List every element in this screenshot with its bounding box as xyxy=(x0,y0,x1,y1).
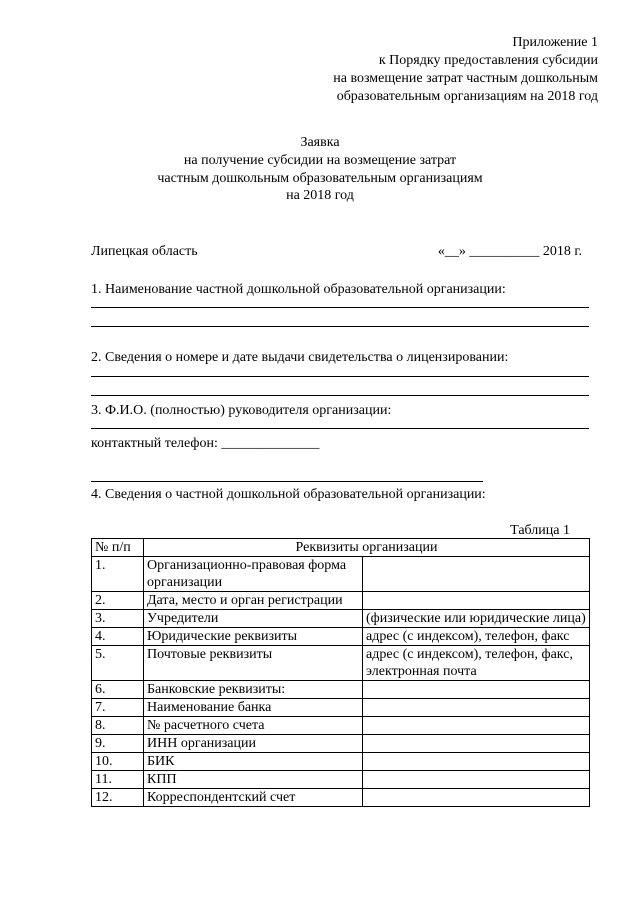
table-row xyxy=(92,789,590,807)
contact-phone: контактный телефон: ______________ xyxy=(91,436,320,451)
region-label: Липецкая область xyxy=(91,244,198,259)
row-note xyxy=(363,717,590,735)
row-note xyxy=(363,699,590,717)
table-row xyxy=(92,592,590,610)
row-label: № расчетного счета xyxy=(144,717,363,735)
table-caption: Таблица 1 xyxy=(510,523,570,538)
title-line-3: частным дошкольным образовательным организациям xyxy=(157,171,483,186)
table-row xyxy=(92,771,590,789)
row-number: 10. xyxy=(92,753,144,771)
section-2-heading: 2. Сведения о номере и дате выдачи свидетельства о лицензировании: xyxy=(91,350,509,365)
table-row xyxy=(92,646,590,681)
row-number: 1. xyxy=(92,557,144,592)
row-label: Банковские реквизиты: xyxy=(144,681,363,699)
fill-line xyxy=(91,428,589,429)
appendix-line-4: образовательным организациям на 2018 год xyxy=(336,89,598,104)
row-note xyxy=(363,789,590,807)
row-note xyxy=(363,735,590,753)
table-row xyxy=(92,610,590,628)
section-3-heading: 3. Ф.И.О. (полностью) руководителя организации: xyxy=(91,403,392,418)
row-number: 11. xyxy=(92,771,144,789)
fill-line xyxy=(91,481,483,482)
row-note: адрес (с индексом), телефон, факс, электронная почта xyxy=(363,646,590,681)
table-row xyxy=(92,753,590,771)
row-note xyxy=(363,753,590,771)
row-number: 3. xyxy=(92,610,144,628)
header-num: № п/п xyxy=(92,539,144,557)
table-row xyxy=(92,735,590,753)
table-row xyxy=(92,681,590,699)
section-4-heading: 4. Сведения о частной дошкольной образовательной организации: xyxy=(91,487,486,502)
row-number: 6. xyxy=(92,681,144,699)
fill-line xyxy=(91,376,589,377)
row-note xyxy=(363,681,590,699)
row-note xyxy=(363,592,590,610)
row-note: адрес (с индексом), телефон, факс xyxy=(363,628,590,646)
row-number: 5. xyxy=(92,646,144,681)
title-line-1: Заявка xyxy=(300,135,340,150)
header-requisites: Реквизиты организации xyxy=(144,539,590,557)
row-label: КПП xyxy=(144,771,363,789)
row-label: Учредители xyxy=(144,610,363,628)
row-label: БИК xyxy=(144,753,363,771)
title-line-2: на получение субсидии на возмещение затрат xyxy=(183,153,457,168)
row-number: 12. xyxy=(92,789,144,807)
table-row xyxy=(92,717,590,735)
row-number: 7. xyxy=(92,699,144,717)
row-label: Юридические реквизиты xyxy=(144,628,363,646)
section-1-heading: 1. Наименование частной дошкольной образовательной организации: xyxy=(91,282,506,297)
row-label: ИНН организации xyxy=(144,735,363,753)
row-number: 2. xyxy=(92,592,144,610)
date-field: «__» __________ 2018 г. xyxy=(437,244,582,259)
fill-line xyxy=(91,326,589,327)
row-number: 9. xyxy=(92,735,144,753)
row-note: (физические или юридические лица) xyxy=(363,610,590,628)
table-row xyxy=(92,557,590,592)
row-label: Организационно-правовая форма организации xyxy=(144,557,363,592)
table-row xyxy=(92,628,590,646)
appendix-line-3: на возмещение затрат частным дошкольным xyxy=(333,71,598,86)
appendix-line-2: к Порядку предоставления субсидии xyxy=(378,53,598,68)
row-note xyxy=(363,557,590,592)
row-label: Наименование банка xyxy=(144,699,363,717)
title-line-4: на 2018 год xyxy=(286,188,354,203)
fill-line xyxy=(91,395,589,396)
table-row xyxy=(92,699,590,717)
row-label: Корреспондентский счет xyxy=(144,789,363,807)
row-number: 4. xyxy=(92,628,144,646)
table-header-row xyxy=(92,539,590,557)
row-note xyxy=(363,771,590,789)
fill-line xyxy=(91,307,589,308)
row-label: Почтовые реквизиты xyxy=(144,646,363,681)
appendix-line-1: Приложение 1 xyxy=(512,35,598,50)
row-number: 8. xyxy=(92,717,144,735)
row-label: Дата, место и орган регистрации xyxy=(144,592,363,610)
requisites-table xyxy=(91,538,590,807)
